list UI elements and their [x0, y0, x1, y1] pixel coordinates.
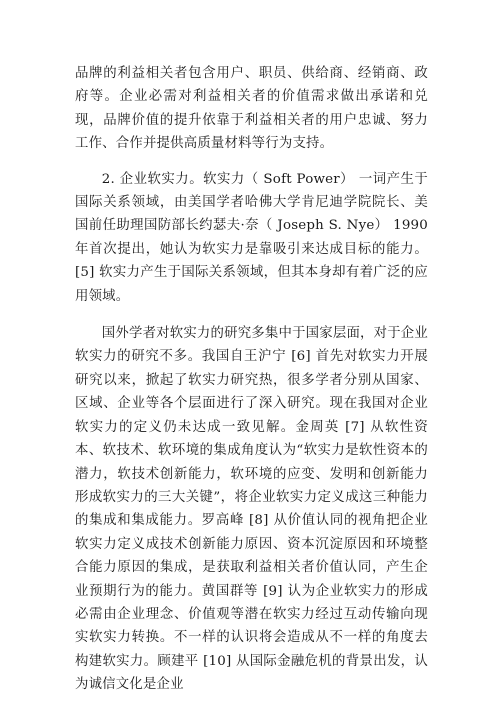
paragraph-soft-power-research: 国外学者对软实力的研究多集中于国家层面，对于企业软实力的研究不多。我国自王沪宁 [6] 首先对软实力开展研究以来，掀起了软实力研究热，很多学者分别从国家、区域、企业等各个层面进行了深入研究。现在我国对企业软实力的定义仍未达成一致见解。金周英 [7] 从软性资本、软技术、软环境的集成角度认为“软实力是软性资本的潜力，软技术创新能力，软环境的应变、发明和创新能力形成软实力的三大关键”，将企业软实力定义成这三种能力的集成和集成能力。罗高峰 [8] 从价值认同的视角把企业软实力定义成技术创新能力原因、资本沉淀原因和环境整合能力原因的集成，是获取利益相关者价值认同，产生企业预期行为的能力。黄国群等 [9] 认为企业软实力的形成必需由企业理念、价值观等潜在软实力经过互动传输向现实软实力转换。不一样的认识将会造成从不一样的角度去构建软实力。顾建平 [10] 从国际金融危机的背景出发，认为诚信文化是企业 [75, 326, 428, 693]
document-body [75, 62, 428, 697]
paragraph-brand-stakeholders: 品牌的利益相关者包含用户、职员、供给商、经销商、政府等。企业必需对利益相关者的价值需求做出承诺和兑现，品牌价值的提升依靠于利益相关者的用户忠诚、努力工作、合作并提供高质量材料等行为支持。 [75, 66, 428, 152]
paragraph-soft-power-definition: 2. 企业软实力。软实力（ Soft Power） 一词产生于国际关系领域，由美国学者哈佛大学肯尼迪学院院长、美国前任助理国防部长约瑟夫·奈（ Joseph S. Nye） 1990 年首次提出，她认为软实力是靠吸引来达成目标的能力。[5] 软实力产生于国际关系领域，但其本身却有着广泛的应用领域。 [75, 171, 428, 304]
